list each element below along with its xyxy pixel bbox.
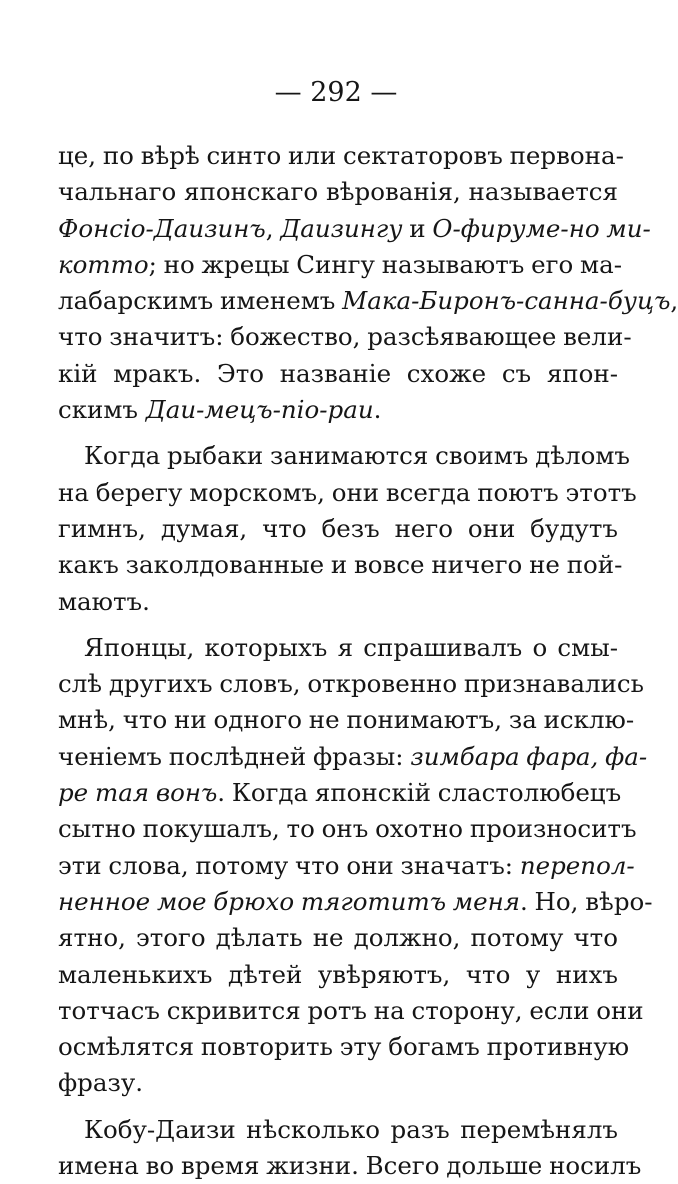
text-run: эти слова, потому что они значатъ: [58, 850, 520, 880]
text-run: сытно покушалъ, то онъ охотно произноситъ [58, 814, 637, 844]
text-line [58, 702, 635, 738]
page-number: — 292 — [274, 77, 398, 108]
paragraph-gap [58, 428, 618, 438]
text-line [58, 884, 653, 920]
text-line [58, 666, 644, 702]
italic-term: котто [58, 249, 149, 279]
text-line [58, 283, 678, 319]
italic-term: ненное мое брюхо тяготитъ меня [58, 886, 520, 916]
text-line [58, 739, 648, 775]
text-line [58, 547, 623, 583]
text-line [58, 775, 622, 811]
paragraph [58, 138, 678, 428]
italic-term: О-фируме-но ми- [432, 213, 651, 243]
text-run: маленькихъ дѣтей увѣряютъ, что у нихъ [58, 959, 618, 989]
text-line [58, 630, 618, 666]
italic-term: Даи-мецъ-піо-раи [145, 395, 374, 425]
italic-term: Мака-Биронъ-санна-буцъ [342, 286, 671, 316]
text-run: имена во время жизни. Всего дольше носилъ [58, 1151, 642, 1181]
text-line [58, 511, 618, 547]
text-line [58, 138, 624, 174]
paragraph [58, 1112, 642, 1184]
text-line [58, 174, 618, 210]
text-line [58, 211, 651, 247]
text-run: гимнъ, думая, что безъ него они будутъ [58, 513, 618, 543]
text-line [58, 392, 618, 428]
text-run: маютъ. [58, 586, 150, 616]
text-run: це, по вѣрѣ синто или сектаторовъ первона- [58, 141, 624, 170]
paragraph-gap [58, 1102, 618, 1112]
text-line [58, 811, 637, 847]
text-line [58, 1148, 642, 1184]
text-run: , [265, 213, 281, 243]
text-run: кій мракъ. Это названіе схоже съ япон- [58, 358, 618, 388]
text-run: . Когда японскій сластолюбецъ [217, 778, 622, 808]
text-line [58, 920, 618, 956]
text-line [58, 438, 630, 474]
text-line [58, 993, 644, 1029]
text-line [58, 1112, 618, 1148]
text-run: скимъ [58, 395, 146, 425]
text-run: . [373, 395, 382, 425]
text-run: лабарскимъ именемъ [58, 286, 343, 316]
text-run: Кобу-Даизи нѣсколько разъ перемѣнялъ [84, 1114, 618, 1144]
italic-term: ре тая вонъ [58, 778, 218, 808]
text-run: Когда рыбаки занимаются своимъ дѣломъ [84, 441, 630, 471]
text-line [58, 848, 635, 884]
text-run: , [670, 286, 678, 316]
text-run: мнѣ, что ни одного не понимаютъ, за исклю- [58, 705, 635, 735]
text-run: ; но жрецы Сингу называютъ его ма- [148, 249, 622, 279]
text-run: фразу. [58, 1068, 144, 1098]
text-run: на берегу морскомъ, они всегда поютъ этотъ [58, 477, 637, 507]
text-line [58, 475, 637, 511]
text-run: и [402, 213, 433, 243]
italic-term: Даизингу [280, 213, 403, 243]
text-run: какъ заколдованные и вовсе ничего не пой- [58, 550, 623, 580]
body-text [58, 138, 678, 1184]
text-run: ченіемъ послѣдней фразы: [58, 741, 411, 771]
paragraph [58, 438, 637, 619]
text-line [58, 584, 618, 620]
text-run: осмѣлятся повторить эту богамъ противную [58, 1032, 630, 1062]
text-line [58, 247, 622, 283]
text-run: чальнаго японскаго вѣрованія, называется [58, 177, 618, 207]
text-line [58, 319, 632, 355]
paragraph [58, 630, 653, 1102]
text-run: ятно, этого дѣлать не должно, потому что [58, 923, 618, 953]
text-run: тотчасъ скривится ротъ на сторону, если они [58, 995, 644, 1025]
italic-term: зимбара фара, фа- [410, 741, 648, 771]
italic-term: перепол- [519, 850, 635, 880]
text-run: Японцы, которыхъ я спрашивалъ о смы- [84, 632, 618, 662]
text-line [58, 957, 618, 993]
text-line [58, 356, 618, 392]
text-run: . Но, вѣро- [519, 886, 653, 916]
italic-term: Фонсіо-Даизинъ [58, 213, 266, 243]
text-line [58, 1029, 630, 1065]
text-line [58, 1065, 618, 1101]
paragraph-gap [58, 620, 618, 630]
text-run: что значитъ: божество, разсѣявающее вели- [58, 322, 632, 352]
text-run: слѣ другихъ словъ, откровенно признавались [58, 669, 644, 699]
